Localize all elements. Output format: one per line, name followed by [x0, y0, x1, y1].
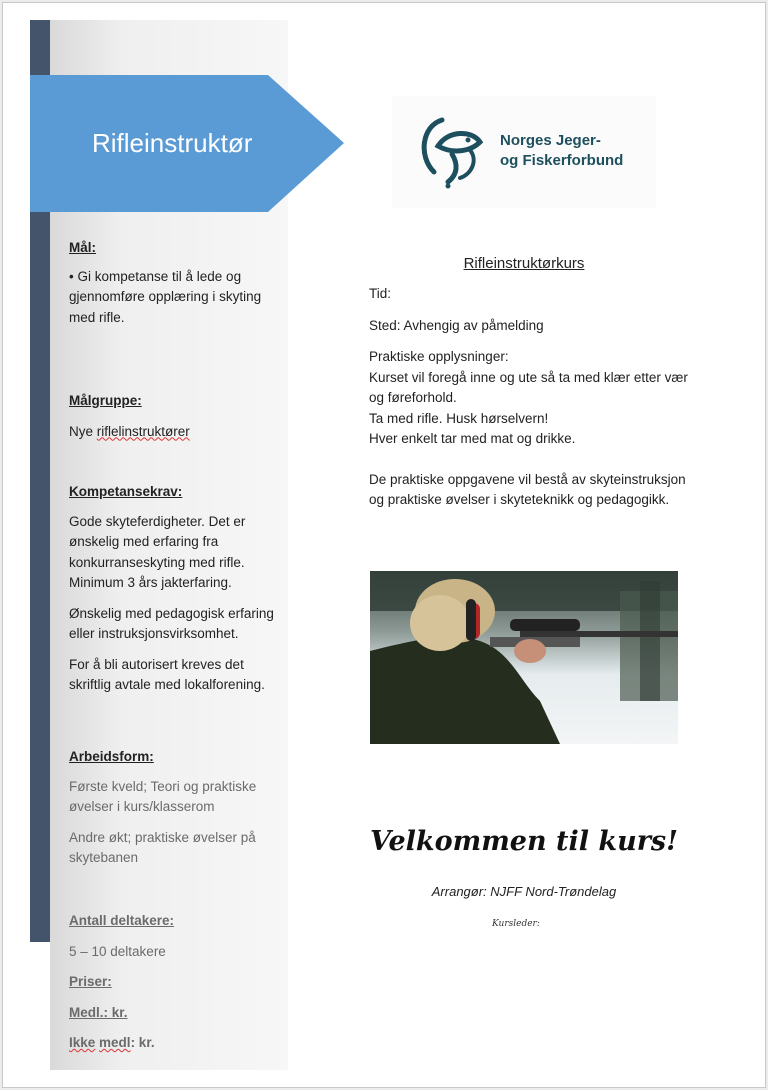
competence-text-2: Ønskelig med pedagogisk erfaring eller instruksjonsvirksomhet. [69, 605, 274, 641]
course-title: Rifleinstruktørkurs [463, 255, 585, 272]
practical-heading: Praktiske opplysninger: [369, 349, 509, 364]
practical-line-3: Hver enkelt tar med mat og drikke. [369, 431, 576, 446]
competence-text-3: For å bli autorisert kreves det skriftlig avtale med lokalforening. [69, 656, 265, 692]
target-group-section [69, 391, 281, 442]
target-group-heading: Målgruppe: [69, 393, 142, 408]
participants-text: 5 – 10 deltakere [69, 943, 166, 959]
fish-bird-logo-icon [412, 116, 492, 192]
nonmember-rest: : kr. [130, 1035, 155, 1050]
course-lead-label: Kursleder: [492, 919, 540, 929]
participants-section [69, 911, 281, 1054]
nonmember-word-2: medl [99, 1035, 131, 1050]
target-text-word: riflelinstruktører [96, 423, 190, 439]
logo-text-line1: Norges Jeger- [500, 132, 601, 149]
njff-logo [392, 96, 656, 208]
welcome-text: Velkommen til kurs! [370, 826, 678, 857]
organizer-text: Arrangør: NJFF Nord-Trøndelag [431, 884, 617, 899]
course-details [369, 284, 699, 511]
member-price: Medl.: kr. [69, 1004, 128, 1020]
banner-title: Rifleinstruktør [92, 128, 253, 158]
title-banner [30, 75, 344, 212]
place-label: Sted: Avhengig av påmelding [369, 317, 544, 333]
practical-line-2: Ta med rifle. Husk hørselvern! [369, 410, 549, 426]
workform-text-2: Andre økt; praktiske øvelser på skytebanen [69, 829, 256, 865]
nonmember-word: Ikke [69, 1035, 96, 1050]
participants-heading: Antall deltakere: [69, 913, 175, 928]
target-text-prefix: Nye [69, 423, 97, 439]
workform-section [69, 747, 281, 869]
goal-heading: Mål: [69, 240, 96, 255]
workform-text-1: Første kveld; Teori og praktiske øvelser i kurs/klasserom [69, 778, 257, 814]
competence-section [69, 482, 281, 696]
competence-text-1: Gode skyteferdigheter. Det er ønskelig med erfaring fra konkurranseskyting med rifle. Minimum 3 års jakterfaring. [69, 513, 246, 590]
competence-heading: Kompetansekrav: [69, 484, 183, 499]
target-group-text [69, 422, 281, 443]
nonmember-price [69, 1033, 281, 1054]
workform-heading: Arbeidsform: [69, 749, 154, 764]
logo-text-line2: og Fiskerforbund [500, 152, 624, 169]
practical-line-1: Kurset vil foregå inne og ute så ta med klær etter vær og føreforhold. [369, 369, 688, 405]
prices-heading: Priser: [69, 974, 112, 989]
goal-text: • Gi kompetanse til å lede og gjennomføre opplæring i skyting med rifle. [69, 268, 262, 325]
shooter-image [370, 571, 678, 744]
time-label: Tid: [369, 286, 392, 301]
tasks-text: De praktiske oppgavene vil bestå av skyteinstruksjon og praktiske øvelser i skyteteknikk og pedagogikk. [369, 471, 686, 507]
rifle-shooter-photo [370, 571, 678, 744]
goal-section [69, 238, 281, 328]
